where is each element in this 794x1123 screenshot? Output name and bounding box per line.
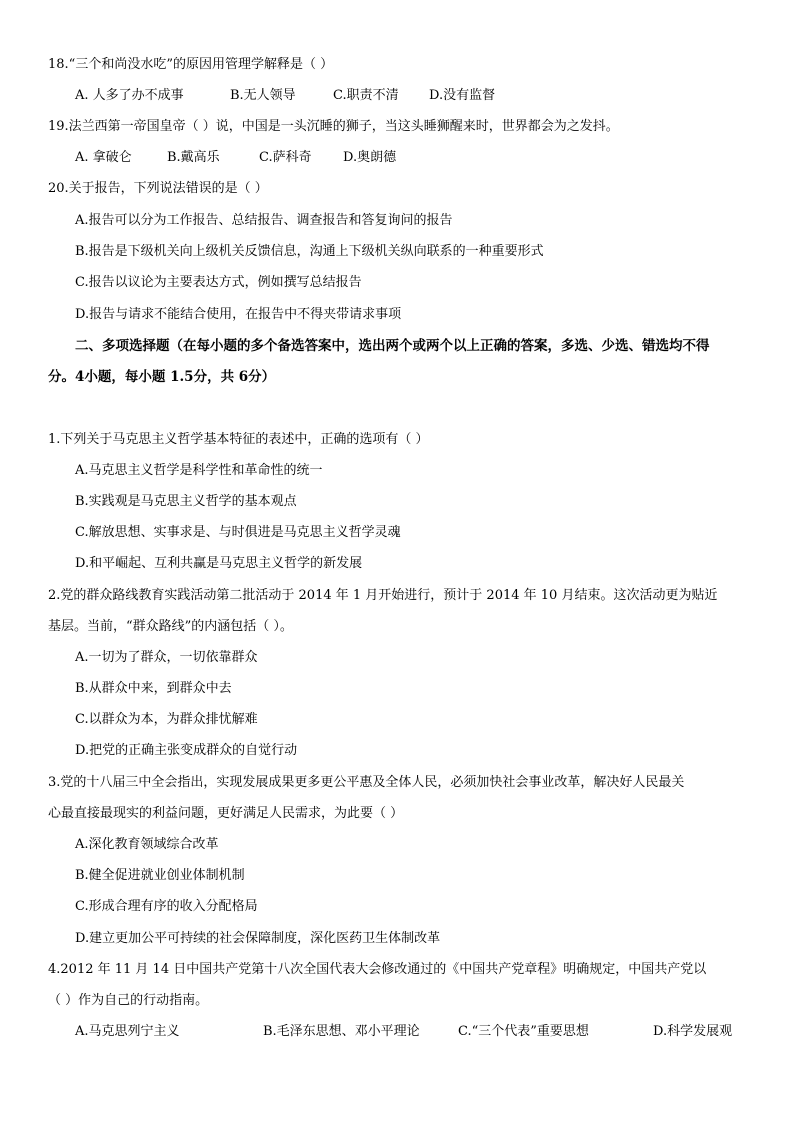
option-a: A. 人多了办不成事: [75, 88, 184, 103]
question-18-options: [75, 88, 495, 104]
option-c: C.萨科奇: [259, 150, 312, 165]
section-heading-line2: 分。4小题，每小题 1.5分，共 6分）: [48, 369, 276, 385]
option-b: B.毛泽东思想、邓小平理论: [263, 1024, 420, 1039]
multi-1-option-b: B.实践观是马克思主义哲学的基本观点: [75, 494, 297, 509]
multi-3-stem-line2: 心最直接最现实的利益问题，更好满足人民需求，为此要（ ）: [48, 806, 404, 821]
multi-3-option-a: A.深化教育领域综合改革: [75, 837, 219, 852]
option-a: A.马克思列宁主义: [75, 1024, 180, 1039]
section-heading-line1: 二、多项选择题（在每小题的多个备选答案中，选出两个或两个以上正确的答案，多选、少选、错选均不得: [75, 338, 710, 354]
multi-2-option-c: C.以群众为本，为群众排忧解难: [75, 712, 258, 727]
option-a: A. 拿破仑: [75, 150, 132, 165]
question-20-option-d: D.报告与请求不能结合使用，在报告中不得夹带请求事项: [75, 307, 402, 322]
option-c: C.“三个代表”重要思想: [458, 1024, 589, 1039]
multi-4-options: [75, 1024, 732, 1040]
multi-3-option-b: B.健全促进就业创业体制机制: [75, 868, 245, 883]
multi-3-stem-line1: 3.党的十八届三中全会指出，实现发展成果更多更公平惠及全体人民，必须加快社会事业改革，解决好人民最关: [48, 775, 685, 790]
multi-2-option-a: A.一切为了群众，一切依靠群众: [75, 650, 258, 665]
multi-1-option-c: C.解放思想、实事求是、与时俱进是马克思主义哲学灵魂: [75, 525, 401, 540]
question-20-option-c: C.报告以议论为主要表达方式，例如撰写总结报告: [75, 275, 362, 290]
multi-2-option-b: B.从群众中来，到群众中去: [75, 681, 232, 696]
multi-4-stem-line1: 4.2012 年 11 月 14 日中国共产党第十八次全国代表大会修改通过的《中国共产党章程》明确规定，中国共产党以: [48, 962, 707, 977]
option-b: B.戴高乐: [167, 150, 220, 165]
multi-3-option-d: D.建立更加公平可持续的社会保障制度，深化医药卫生体制改革: [75, 931, 441, 946]
multi-1-option-d: D.和平崛起、互利共赢是马克思主义哲学的新发展: [75, 556, 363, 571]
multi-2-option-d: D.把党的正确主张变成群众的自觉行动: [75, 743, 298, 758]
option-d: D.没有监督: [429, 88, 496, 103]
multi-2-stem-line1: 2.党的群众路线教育实践活动第二批活动于 2014 年 1 月开始进行，预计于 2014 年 10 月结束。这次活动更为贴近: [48, 588, 718, 603]
multi-4-stem-line2: （ ）作为自己的行动指南。: [48, 993, 209, 1008]
multi-1-stem: 1.下列关于马克思主义哲学基本特征的表述中，正确的选项有（ ）: [48, 432, 429, 447]
multi-1-option-a: A.马克思主义哲学是科学性和革命性的统一: [75, 463, 323, 478]
question-19-stem: 19.法兰西第一帝国皇帝（ ）说，中国是一头沉睡的狮子，当这头睡狮醒来时，世界都会为之发抖。: [48, 119, 619, 134]
option-d: D.科学发展观: [653, 1024, 733, 1039]
option-c: C.职责不清: [333, 88, 399, 103]
option-b: B.无人领导: [230, 88, 296, 103]
question-20-option-a: A.报告可以分为工作报告、总结报告、调查报告和答复询问的报告: [75, 213, 453, 228]
question-20-stem: 20.关于报告，下列说法错误的是（ ）: [48, 181, 268, 196]
question-18-stem: 18.“三个和尚没水吃”的原因用管理学解释是（ ）: [48, 57, 334, 72]
question-19-options: [75, 150, 396, 166]
multi-2-stem-line2: 基层。当前，“群众路线”的内涵包括（ ）。: [48, 619, 293, 634]
option-d: D.奥朗德: [343, 150, 397, 165]
question-20-option-b: B.报告是下级机关向上级机关反馈信息，沟通上下级机关纵向联系的一种重要形式: [75, 244, 544, 259]
multi-3-option-c: C.形成合理有序的收入分配格局: [75, 899, 258, 914]
